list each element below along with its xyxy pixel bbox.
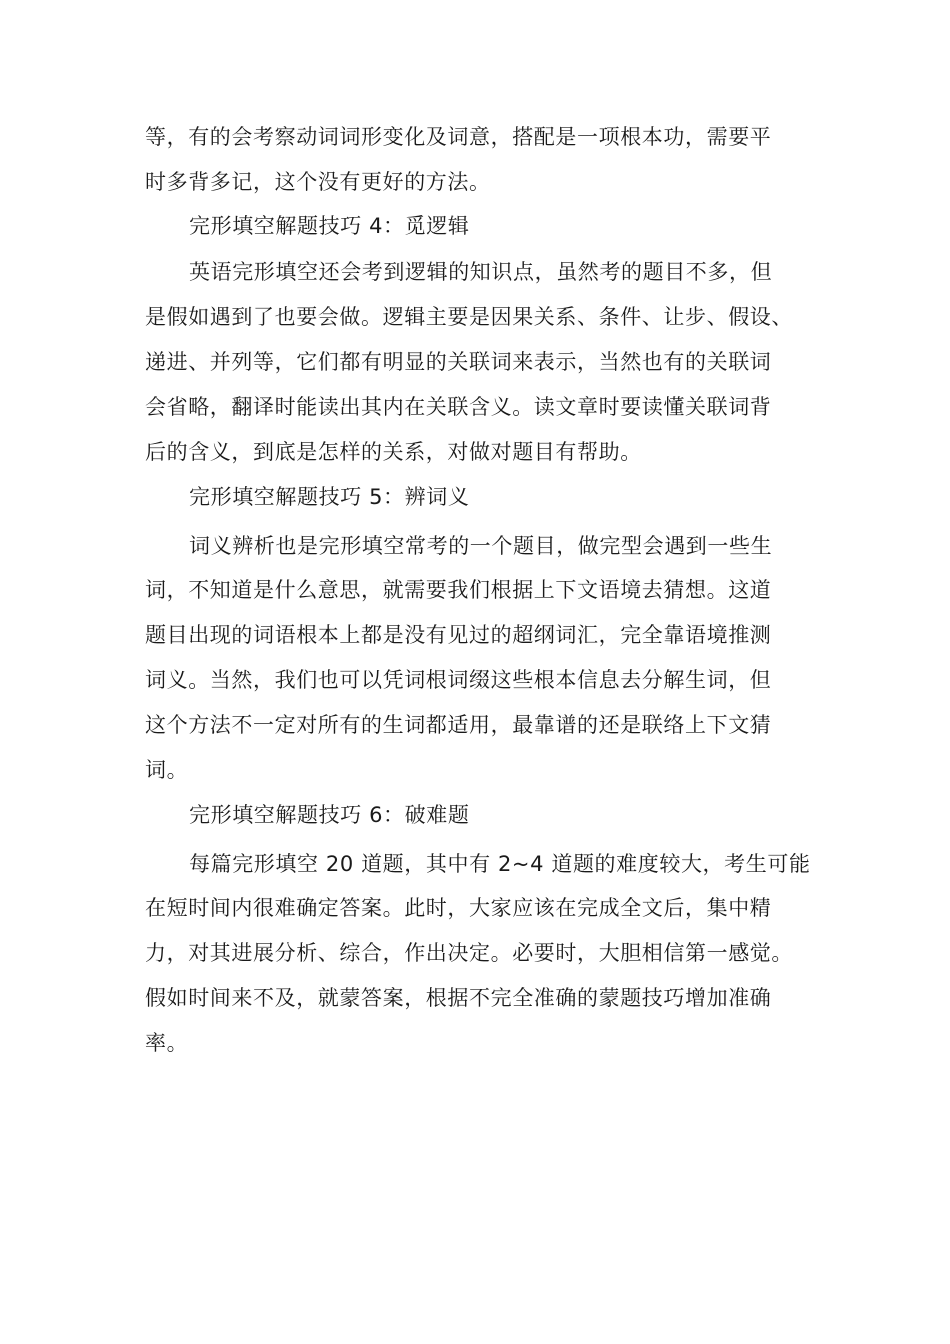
text-line: 词。 bbox=[145, 758, 189, 782]
text-line: 在短时间内很难确定答案。此时，大家应该在完成全文后，集中精 bbox=[145, 896, 772, 920]
section-heading-5: 完形填空解题技巧 5：辨词义 bbox=[189, 485, 470, 509]
text-line: 题目出现的词语根本上都是没有见过的超纲词汇，完全靠语境推测 bbox=[145, 623, 772, 647]
text-line: 假如时间来不及，就蒙答案，根据不完全准确的蒙题技巧增加准确 bbox=[145, 986, 772, 1010]
text-line: 这个方法不一定对所有的生词都适用，最靠谱的还是联络上下文猜 bbox=[145, 713, 772, 737]
text-line: 是假如遇到了也要会做。逻辑主要是因果关系、条件、让步、假设、 bbox=[145, 305, 793, 329]
text-line: 递进、并列等，它们都有明显的关联词来表示，当然也有的关联词 bbox=[145, 350, 772, 374]
section-heading-4: 完形填空解题技巧 4：觅逻辑 bbox=[189, 214, 470, 238]
paragraph-first-line: 词义辨析也是完形填空常考的一个题目，做完型会遇到一些生 bbox=[189, 534, 773, 558]
text-line: 后的含义，到底是怎样的关系，对做对题目有帮助。 bbox=[145, 440, 642, 464]
text-line: 等，有的会考察动词词形变化及词意，搭配是一项根本功，需要平 bbox=[145, 125, 772, 149]
text-line: 力，对其进展分析、综合，作出决定。必要时，大胆相信第一感觉。 bbox=[145, 941, 793, 965]
text-line: 时多背多记，这个没有更好的方法。 bbox=[145, 170, 491, 194]
text-line: 会省略，翻译时能读出其内在关联含义。读文章时要读懂关联词背 bbox=[145, 395, 772, 419]
text-line: 率。 bbox=[145, 1031, 189, 1055]
text-line: 词，不知道是什么意思，就需要我们根据上下文语境去猜想。这道 bbox=[145, 578, 772, 602]
text-line: 词义。当然，我们也可以凭词根词缀这些根本信息去分解生词，但 bbox=[145, 668, 772, 692]
section-heading-6: 完形填空解题技巧 6：破难题 bbox=[189, 803, 470, 827]
paragraph-first-line: 每篇完形填空 20 道题，其中有 2~4 道题的难度较大，考生可能 bbox=[189, 852, 811, 876]
paragraph-first-line: 英语完形填空还会考到逻辑的知识点，虽然考的题目不多，但 bbox=[189, 260, 773, 284]
